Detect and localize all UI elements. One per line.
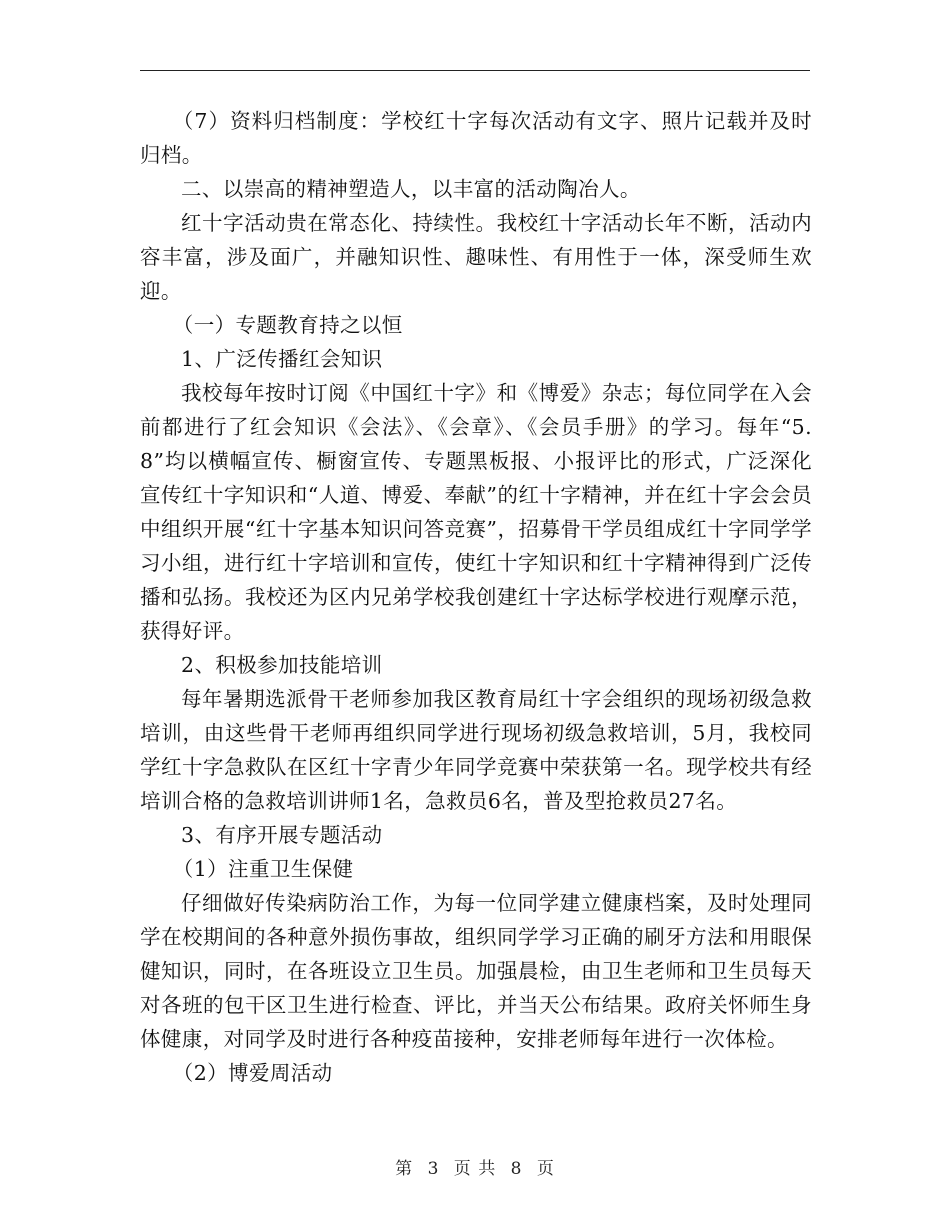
paragraph-training: 每年暑期选派骨干老师参加我区教育局红十字会组织的现场初级急救培训，由这些骨干老师再组织同学进行现场初级急救培训，5月，我校同学红十字急救队在区红十字青少年同学竞赛中荣获第一名。现学校共有经培训合格的急救培训讲师1名，急救员6名，普及型抢救员27名。 (140, 687, 812, 813)
paragraph-archive-system: （7）资料归档制度：学校红十字每次活动有文字、照片记载并及时归档。 (140, 109, 812, 167)
footer-middle: 页 共 (453, 1159, 497, 1179)
footer-current-page: 3 (427, 1159, 440, 1179)
paragraph-hygiene: 仔细做好传染病防治工作，为每一位同学建立健康档案，及时处理同学在校期间的各种意外损伤事故，组织同学学习正确的刷牙方法和用眼保健知识，同时，在各班设立卫生员。加强晨检，由卫生老师和卫生员每天对各班的包干区卫生进行检查、评比，并当天公布结果。政府关怀师生身体健康，对同学及时进行各种疫苗接种，安排老师每年进行一次体检。 (140, 891, 812, 1051)
item-heading-3: 3、有序开展专题活动 (181, 823, 383, 847)
header-rule (140, 70, 810, 71)
footer-prefix: 第 (395, 1159, 414, 1179)
subheading-topic-education: （一）专题教育持之以恒 (172, 313, 403, 337)
subitem-heading-hygiene: （1）注重卫生保健 (172, 857, 354, 881)
item-heading-2: 2、积极参加技能培训 (181, 653, 383, 677)
footer-suffix: 页 (536, 1159, 555, 1179)
section-heading-two: 二、以崇高的精神塑造人，以丰富的活动陶冶人。 (181, 177, 641, 201)
document-body (140, 104, 812, 1090)
footer-total-pages: 8 (510, 1159, 523, 1179)
paragraph-intro: 红十字活动贵在常态化、持续性。我校红十字活动长年不断，活动内容丰富，涉及面广，并融知识性、趣味性、有用性于一体，深受师生欢迎。 (140, 211, 812, 303)
subitem-heading-charity-week: （2）博爱周活动 (172, 1061, 333, 1085)
page-footer (0, 1154, 950, 1179)
item-heading-1: 1、广泛传播红会知识 (181, 347, 383, 371)
paragraph-knowledge: 我校每年按时订阅《中国红十字》和《博爱》杂志；每位同学在入会前都进行了红会知识《会法》、《会章》、《会员手册》的学习。每年“5.8”均以横幅宣传、橱窗宣传、专题黑板报、小报评比的形式，广泛深化宣传红十字知识和“人道、博爱、奉献”的红十字精神，并在红十字会会员中组织开展“红十字基本知识问答竞赛”，招募骨干学员组成红十字同学学习小组，进行红十字培训和宣传，使红十字知识和红十字精神得到广泛传播和弘扬。我校还为区内兄弟学校我创建红十字达标学校进行观摩示范，获得好评。 (140, 381, 812, 643)
